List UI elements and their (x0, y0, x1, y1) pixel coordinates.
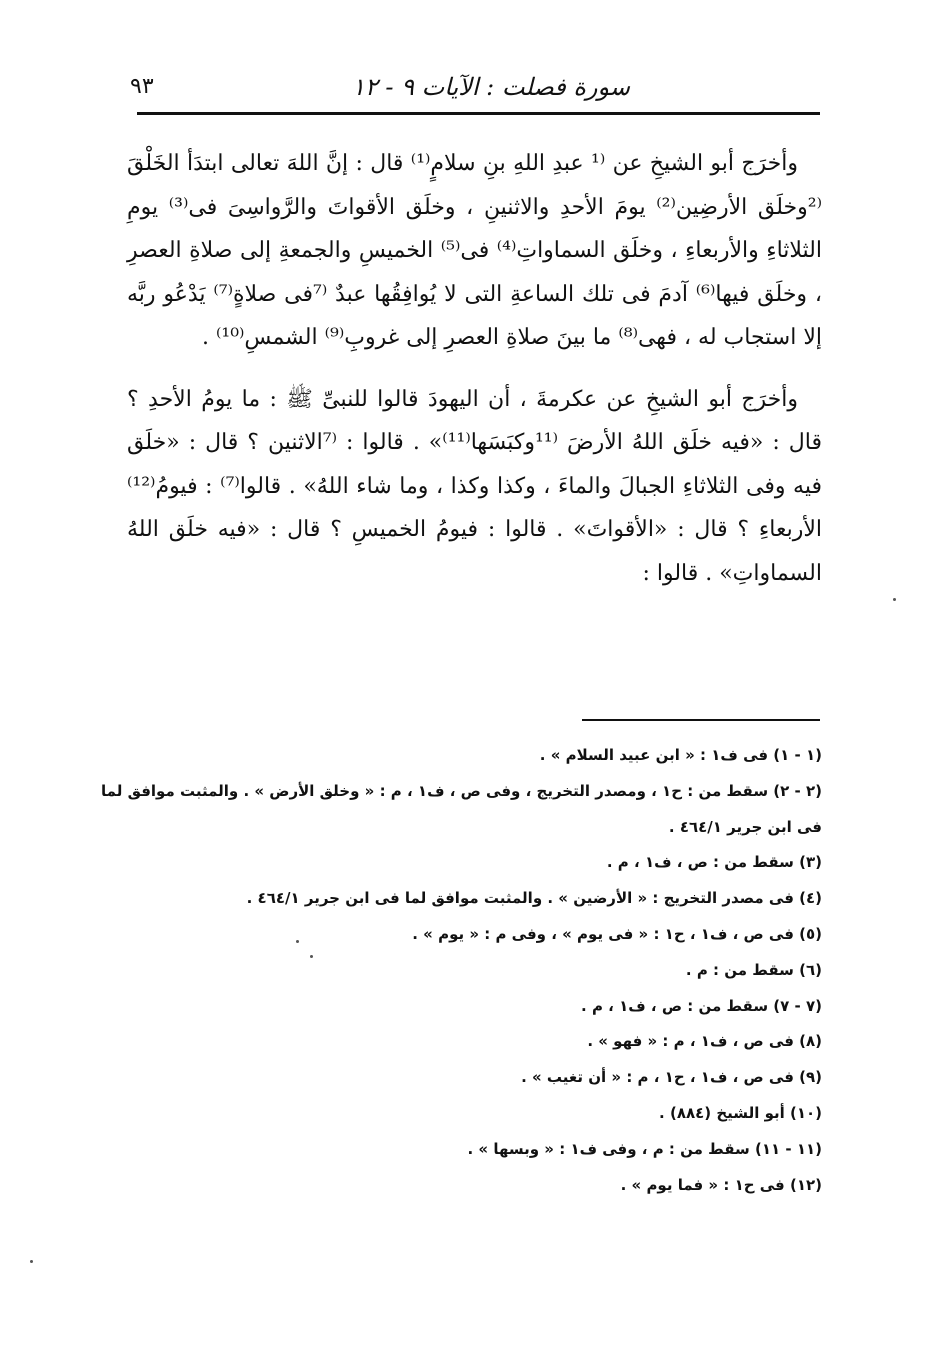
header-rule (137, 112, 820, 115)
running-header (130, 70, 820, 110)
paragraph-2: وأخرَج أبو الشيخِ عن عكرمةَ ، أن اليهودَ قالوا للنبىِّ ﷺ : ما يومُ الأحدِ ؟ قال : «فيه خلَق اللهُ الأرضَ ⁽¹¹وكبَسَها⁽¹¹⁾» . قالوا : ⁽⁷الاثنين ؟ قال : «خلَق فيه وفى الثلاثاءِ الجبالَ والماءَ ، وكذا وكذا ، وما شاء اللهُ» . قالوا⁽⁷⁾ : فيومُ⁽¹²⁾ الأربعاءِ ؟ قال : «الأقواتَ» . قالوا : فيومُ الخميسِ ؟ قال : «فيه خلَق اللهُ السماواتِ» . قالوا : (127, 386, 822, 586)
footnote-11: (١١ - ١١) سقط من : م ، وفى ف١ : « وبسها » . (467, 1139, 822, 1158)
scan-speck (296, 940, 299, 943)
footnote-5: (٥) فى ص ، ف١ ، ح١ : « فى يوم » ، وفى م : « يوم » . (412, 924, 822, 943)
scan-speck (893, 598, 896, 601)
scan-speck (310, 955, 313, 958)
footnote-1: (١ - ١) فى ف١ : « ابن عبيد السلام » . (539, 746, 822, 764)
footnote-9: (٩) فى ص ، ف١ ، ح١ ، م : « أن تغيب » . (521, 1068, 822, 1087)
page-number: ٩٣ (130, 74, 154, 99)
footnote-12: (١٢) فى ح١ : « فما يوم » . (620, 1175, 822, 1194)
footnote-6: (٦) سقط من : م . (685, 960, 822, 979)
scan-speck (30, 1260, 33, 1263)
footnote-3: (٣) سقط من : ص ، ف١ ، م . (606, 853, 822, 872)
surah-title: سورة فصلت : الآيات ٩ - ١٢ (351, 73, 630, 101)
footnote-8: (٨) فى ص ، ف١ ، م : « فهو » . (587, 1032, 822, 1051)
footnote-4: (٤) فى مصدر التخريج : « الأرضين » . والمثبت موافق لما فى ابن جرير ٤٦٤/١ . (246, 889, 822, 908)
footnote-7: (٧ - ٧) سقط من : ص ، ف١ ، م . (581, 996, 822, 1015)
main-text (127, 142, 822, 595)
footnote-10: (١٠) أبو الشيخ (٨٨٤) . (659, 1103, 822, 1122)
paragraph-1: وأخرَج أبو الشيخِ عن ⁽¹ عبدِ اللهِ بنِ سلامٍ⁽¹⁾ قال : إنَّ اللهَ تعالى ابتدَأ الخَلْقَ ⁽²وخلَق الأرضِين⁽²⁾ يومَ الأحدِ والاثنينِ ، وخلَق الأقواتَ والرَّواسِىَ فى⁽³⁾ يومِ الثلاثاءِ والأربعاءِ ، وخلَق السماواتِ⁽⁴⁾ فى⁽⁵⁾ الخميسِ والجمعةِ إلى صلاةِ العصرِ ، وخلَق فيها⁽⁶⁾ آدمَ فى تلك الساعةِ التى لا يُوافِقُها عبدٌ ⁽⁷فى صلاةٍ⁽⁷⁾ يَدْعُو ربَّه إلا استجاب له ، فهى⁽⁸⁾ ما بينَ صلاةِ العصرِ إلى غروبِ⁽⁹⁾ الشمسِ⁽¹⁰⁾ . (127, 151, 822, 350)
footnote-rule (582, 719, 820, 721)
footnotes (101, 738, 822, 1203)
footnote-2-continued: فى ابن جرير ٤٦٤/١ . (668, 817, 822, 836)
footnote-2: (٢ - ٢) سقط من : ح١ ، ومصدر التخريج ، وفى ص ، ف١ ، م : « وخلق الأرض » . والمثبت موافق لما (101, 781, 822, 800)
